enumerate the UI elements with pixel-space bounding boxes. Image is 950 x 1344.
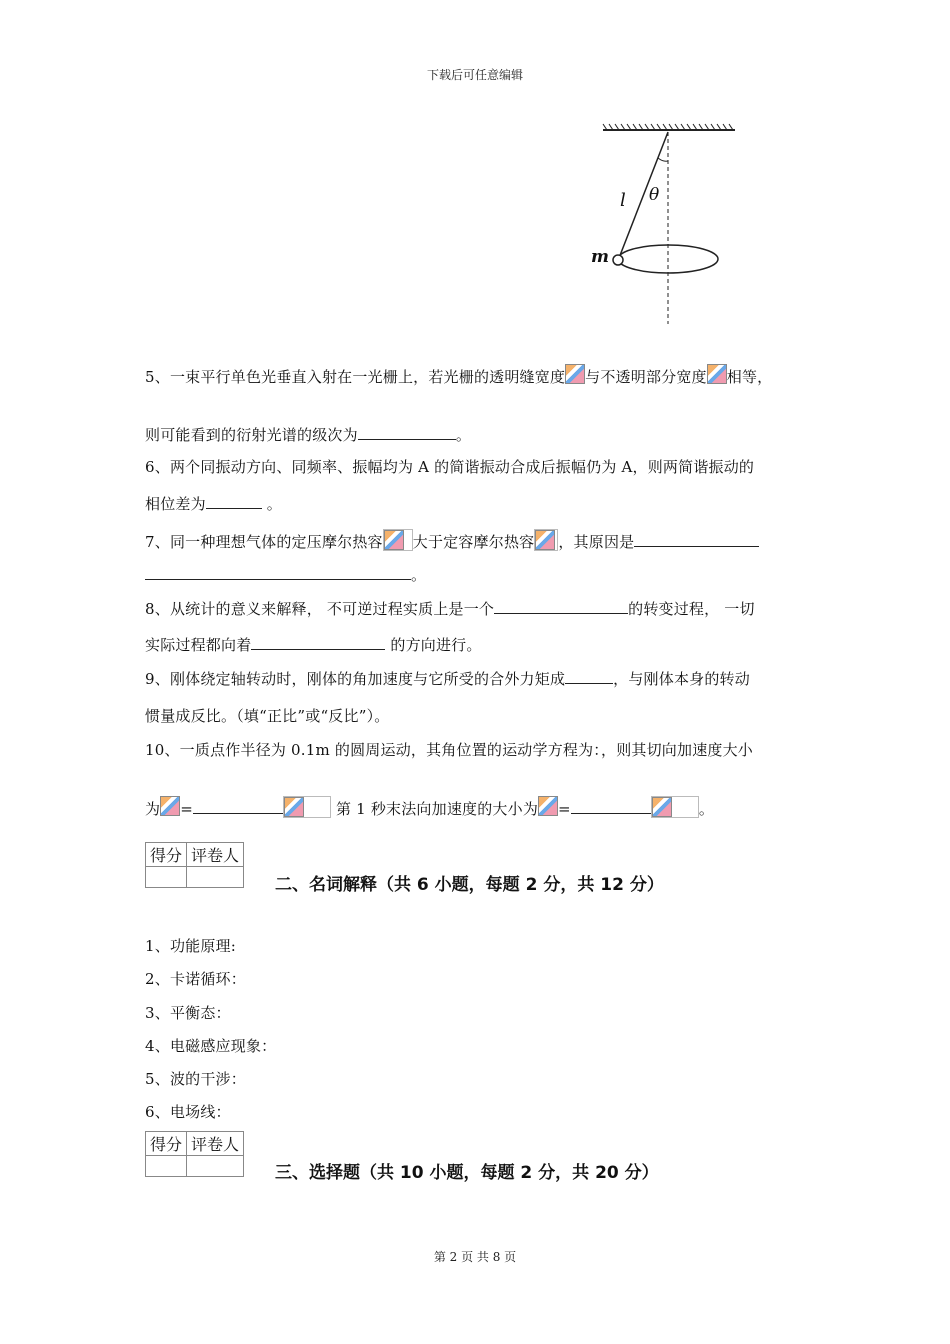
answer-blank[interactable] <box>193 799 283 814</box>
formula-image-icon <box>565 364 585 384</box>
answer-blank[interactable] <box>565 669 613 684</box>
label-m: m <box>591 247 609 267</box>
score-cell[interactable] <box>146 867 187 888</box>
formula-image-icon <box>160 796 180 816</box>
answer-blank[interactable] <box>251 635 385 650</box>
question-5-line-2: 则可能看到的衍射光谱的级次为 。 <box>145 426 472 444</box>
grader-header: 评卷人 <box>187 843 244 867</box>
term-item: 4、电磁感应现象： <box>145 1037 277 1055</box>
page-header: 下载后可任意编辑 <box>426 68 523 82</box>
score-table <box>145 1131 244 1177</box>
formula-image-icon <box>535 530 555 550</box>
answer-blank[interactable] <box>494 599 628 614</box>
label-theta: θ <box>649 185 660 205</box>
term-item: 5、波的干涉： <box>145 1070 246 1088</box>
label-l: l <box>620 190 626 211</box>
section-3-title: 三、选择题（共 10 小题，每题 2 分，共 20 分） <box>275 1163 659 1183</box>
question-8-line-2: 实际过程都向着 的方向进行。 <box>145 636 482 654</box>
question-10-line-1: 10、一质点作半径为 0.1m 的圆周运动，其角位置的运动学方程为：，则其切向加速度大小 <box>145 741 754 759</box>
term-item: 2、卡诺循环： <box>145 970 246 988</box>
question-9-line-1: 9、刚体绕定轴转动时，刚体的角加速度与它所受的合外力矩成 ，与刚体本身的转动 <box>145 670 750 688</box>
section-2-title: 二、名词解释（共 6 小题，每题 2 分，共 12 分） <box>275 875 664 895</box>
page-footer: 第 2 页 共 8 页 <box>433 1250 517 1264</box>
question-6-line-1: 6、两个同振动方向、同频率、振幅均为 A 的简谐振动合成后振幅仍为 A，则两简谐振动的 <box>145 458 755 476</box>
score-table <box>145 842 244 888</box>
score-header: 得分 <box>146 1132 187 1156</box>
formula-image-icon <box>652 797 672 817</box>
answer-blank[interactable] <box>634 532 759 547</box>
answer-blank[interactable] <box>358 425 456 440</box>
question-6-line-2: 相位差为 。 <box>145 495 282 513</box>
term-item: 1、功能原理: <box>145 937 236 955</box>
conical-pendulum-figure <box>585 118 745 328</box>
formula-image-icon <box>538 796 558 816</box>
term-item: 3、平衡态： <box>145 1004 231 1022</box>
question-10-line-2: 为 = 第 1 秒末法向加速度的大小为 = 。 <box>145 796 714 819</box>
formula-image-icon <box>284 797 304 817</box>
answer-blank[interactable] <box>145 565 411 580</box>
answer-blank[interactable] <box>571 799 651 814</box>
score-cell[interactable] <box>146 1156 187 1177</box>
score-header: 得分 <box>146 843 187 867</box>
question-7-line-1: 7、同一种理想气体的定压摩尔热容 大于定容摩尔热容 ，其原因是 <box>145 529 759 552</box>
answer-blank[interactable] <box>206 494 262 509</box>
question-7-line-2: 。 <box>145 564 426 585</box>
grader-cell[interactable] <box>187 867 244 888</box>
term-item: 6、电场线： <box>145 1103 231 1121</box>
grader-cell[interactable] <box>187 1156 244 1177</box>
question-9-line-2: 惯量成反比。（填“正比”或“反比”）。 <box>145 707 390 725</box>
formula-image-icon <box>707 364 727 384</box>
question-8-line-1: 8、从统计的意义来解释， 不可逆过程实质上是一个 的转变过程， 一切 <box>145 600 755 618</box>
grader-header: 评卷人 <box>187 1132 244 1156</box>
formula-image-icon <box>384 530 404 550</box>
question-5-line-1: 5、一束平行单色光垂直入射在一光栅上，若光栅的透明缝宽度 与不透明部分宽度 相等， <box>145 364 772 387</box>
